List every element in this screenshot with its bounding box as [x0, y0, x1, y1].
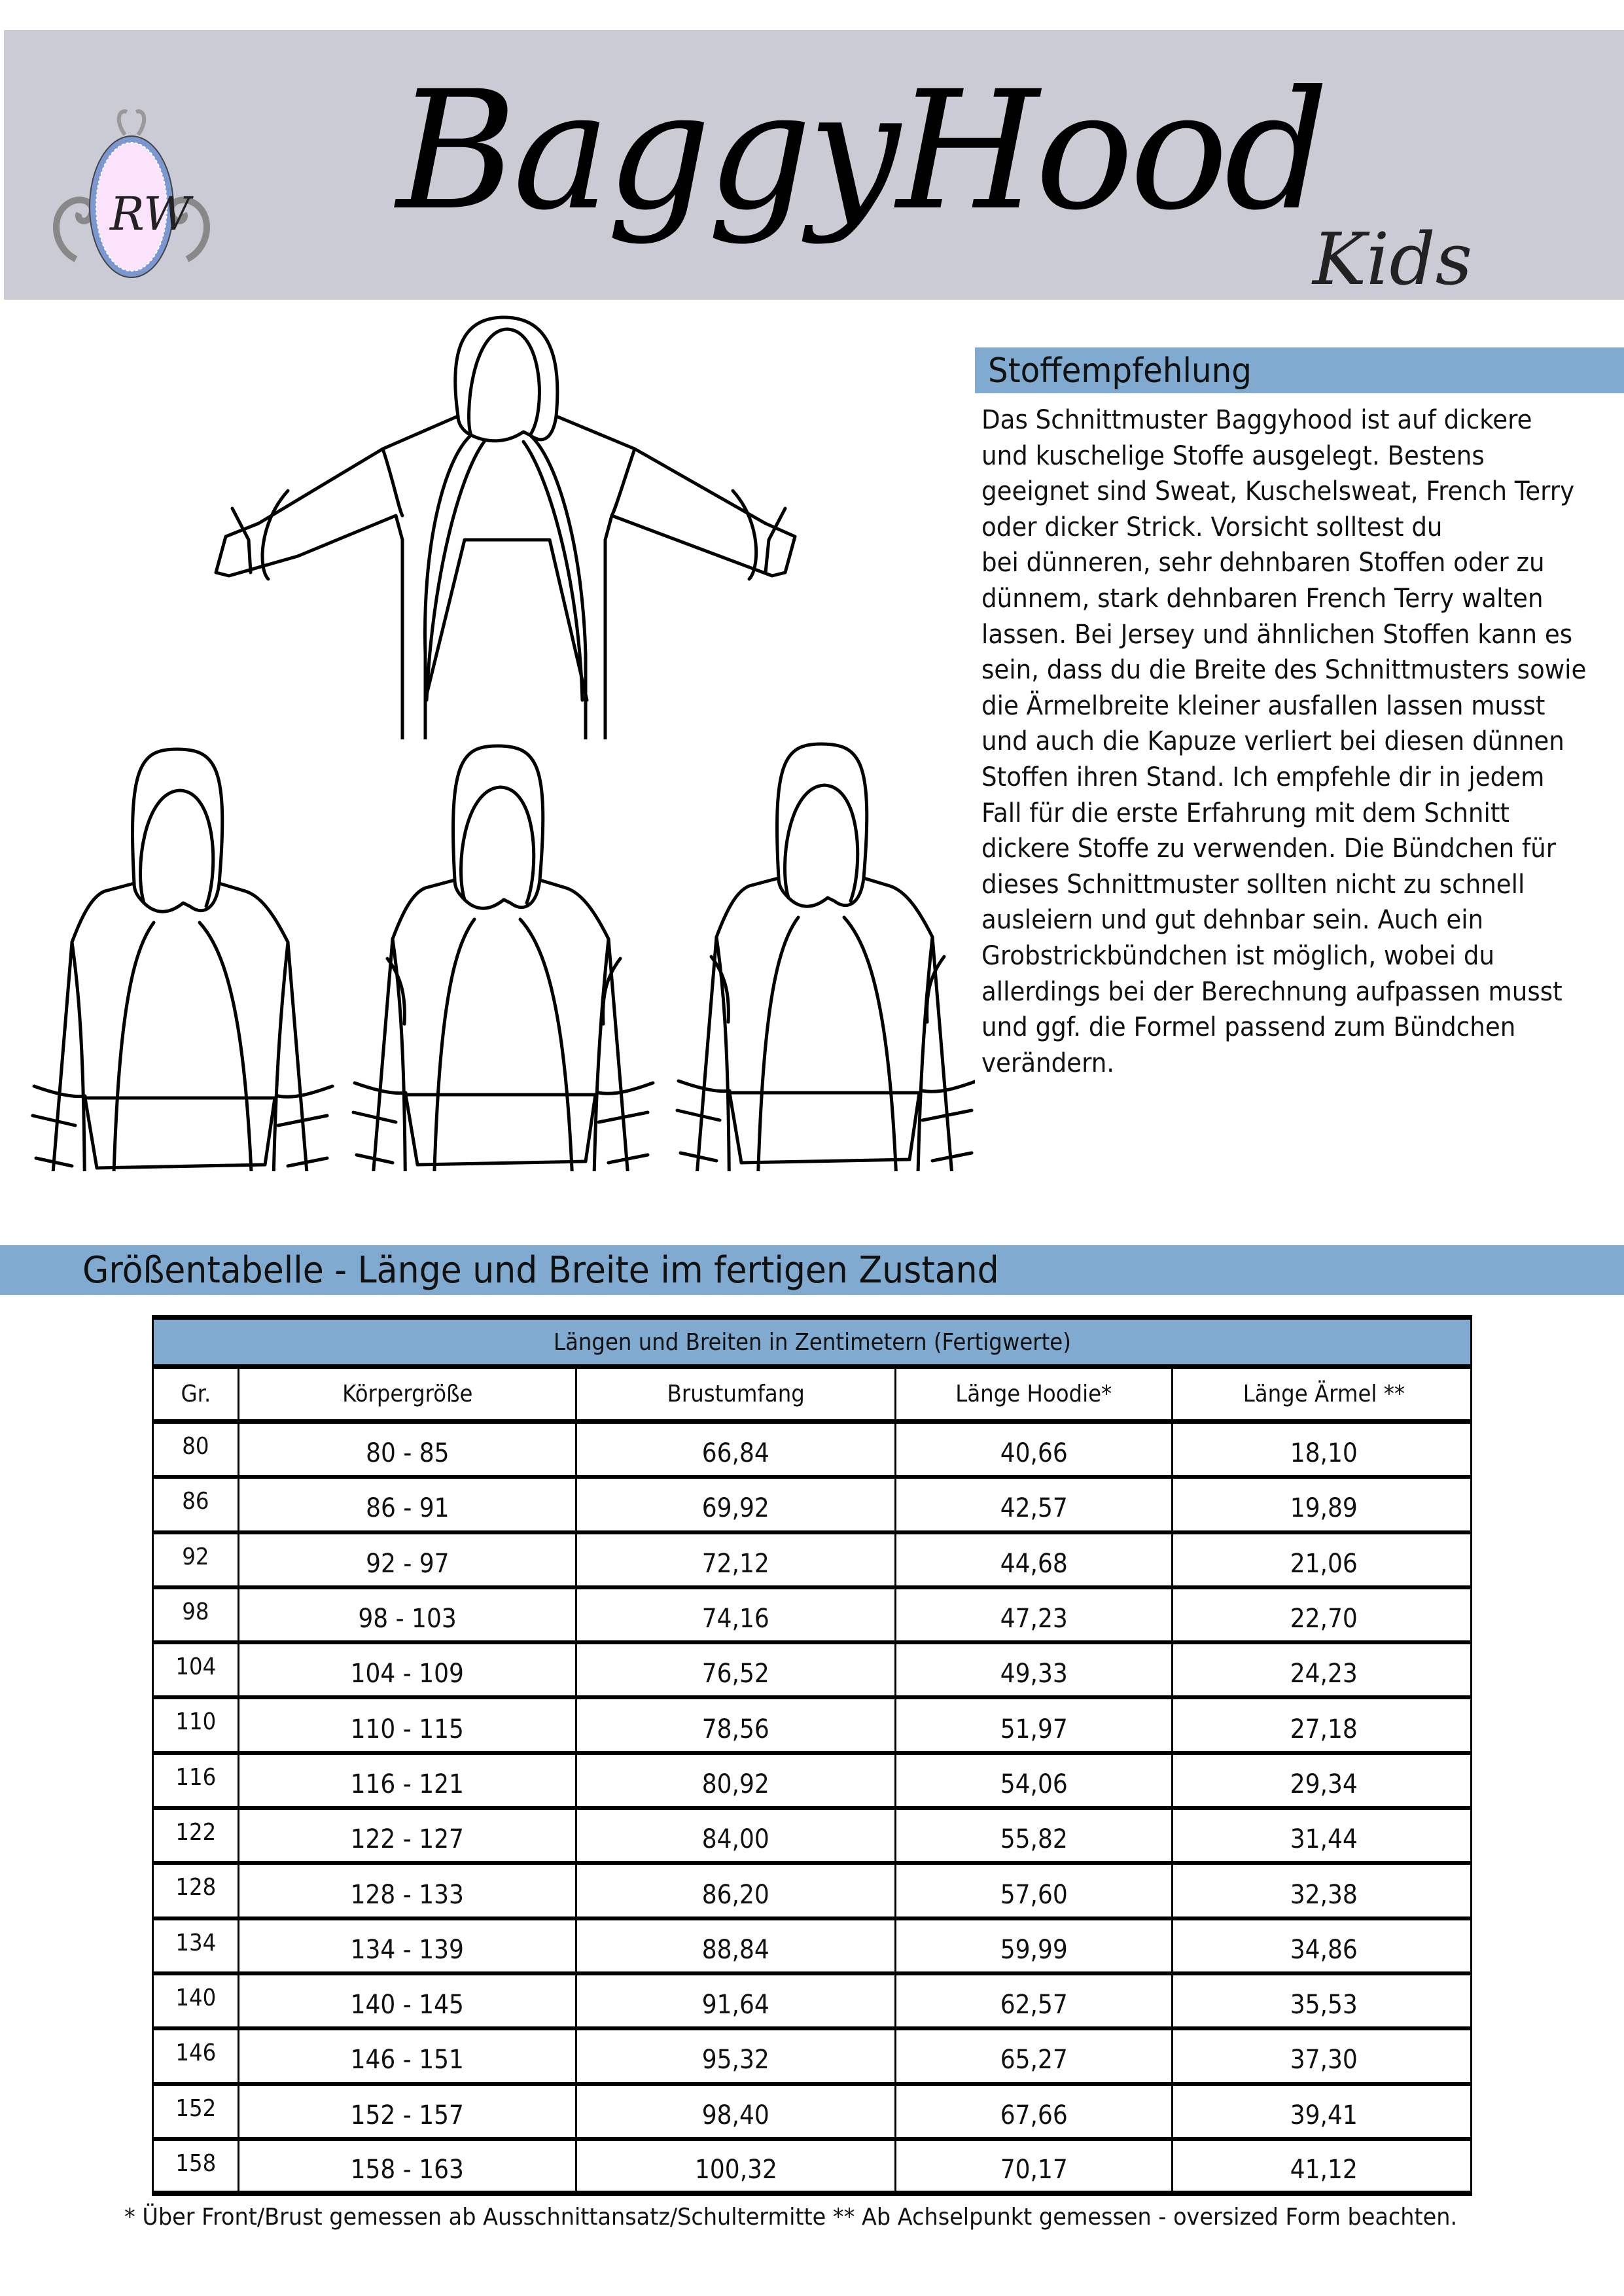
value-cell: 104 - 109 [239, 1644, 577, 1695]
product-title: BaggyHood [397, 56, 1326, 246]
size-cell: 146 [154, 2030, 239, 2081]
recommendation-line: sein, dass du die Breite des Schnittmusters sowie [981, 655, 1587, 686]
value-cell: 76,52 [577, 1644, 896, 1695]
hoodie-drawing-icon [196, 308, 877, 739]
recommendation-line: dieses Schnittmuster sollten nicht zu schnell [981, 869, 1525, 900]
recommendation-line: Stoffen ihren Stand. Ich empfehle dir in jedem [981, 762, 1545, 792]
value-cell: 62,57 [896, 1975, 1173, 2026]
value-cell: 59,99 [896, 1920, 1173, 1971]
size-cell: 140 [154, 1975, 239, 2026]
table-row [152, 1699, 1472, 1754]
value-cell: 100,32 [577, 2141, 896, 2191]
size-cell: 86 [154, 1479, 239, 1530]
table-row [152, 1810, 1472, 1865]
value-cell: 57,60 [896, 1865, 1173, 1916]
value-cell: 158 - 163 [239, 2141, 577, 2191]
recommendation-heading-bar [975, 347, 1624, 393]
logo-emblem-icon [50, 109, 213, 285]
value-cell: 54,06 [896, 1755, 1173, 1806]
value-cell: 134 - 139 [239, 1920, 577, 1971]
table-row [152, 2141, 1472, 2196]
value-cell: 66,84 [577, 1424, 896, 1475]
recommendation-line: Das Schnittmuster Baggyhood ist auf dickere [981, 405, 1532, 435]
recommendation-text [981, 402, 1610, 1081]
value-cell: 19,89 [1290, 1493, 1358, 1524]
size-table-body [152, 1424, 1472, 2196]
recommendation-line: und auch die Kapuze verliert bei diesen dünnen [981, 726, 1564, 757]
size-cell: 134 [154, 1920, 239, 1971]
value-cell: 146 - 151 [239, 2030, 577, 2081]
size-table-footnote: * Über Front/Brust gemessen ab Ausschnittansatz/Schultermitte ** Ab Achselpunkt gemessen - oversized Form beachten. [124, 2204, 1458, 2231]
hoodie-variant-elbow-patch [350, 746, 653, 1171]
value-cell: 128 - 133 [239, 1865, 577, 1916]
size-table-heading-bar [0, 1245, 1624, 1295]
svg-text:RW: RW [110, 187, 191, 241]
value-cell: 44,68 [896, 1534, 1173, 1585]
value-cell: 80 - 85 [239, 1424, 577, 1475]
value-cell: 95,32 [577, 2030, 896, 2081]
value-cell: 116 - 121 [239, 1755, 577, 1806]
value-cell: 88,84 [577, 1920, 896, 1971]
value-cell: 98,40 [577, 2086, 896, 2137]
value-cell: 86 - 91 [239, 1479, 577, 1530]
table-row [152, 1865, 1472, 1920]
table-row [152, 1424, 1472, 1479]
value-cell: 72,12 [577, 1534, 896, 1585]
table-row [152, 1920, 1472, 1975]
recommendation-line: Fall für die erste Erfahrung mit dem Schnitt [981, 798, 1510, 828]
table-row [152, 1479, 1472, 1534]
column-header: Gr. [154, 1369, 239, 1419]
value-cell: 92 - 97 [239, 1534, 577, 1585]
value-cell: 74,16 [577, 1589, 896, 1640]
recommendation-line: verändern. [981, 1048, 1115, 1078]
value-cell: 27,18 [1290, 1714, 1358, 1744]
recommendation-line: die Ärmelbreite kleiner ausfallen lassen musst [981, 690, 1545, 721]
value-cell: 47,23 [896, 1589, 1173, 1640]
hoodie-variant-no-pocket [674, 744, 975, 1171]
value-cell: 32,38 [1290, 1879, 1358, 1910]
value-cell: 29,34 [1290, 1769, 1358, 1799]
table-row [152, 1644, 1472, 1699]
value-cell: 65,27 [896, 2030, 1173, 2081]
hoodie-illustration-variants [20, 739, 975, 1171]
value-cell: 49,33 [896, 1644, 1173, 1695]
recommendation-line: und ggf. die Formel passend zum Bündchen [981, 1012, 1516, 1043]
column-header: Brustumfang [577, 1369, 896, 1419]
value-cell: 37,30 [1290, 2045, 1358, 2075]
value-cell: 140 - 145 [239, 1975, 577, 2026]
value-cell: 80,92 [577, 1755, 896, 1806]
size-cell: 128 [154, 1865, 239, 1916]
recommendation-line: dünnem, stark dehnbaren French Terry walten [981, 583, 1544, 614]
column-header: Länge Ärmel ** [1243, 1381, 1405, 1407]
hoodie-variants-drawing-icon [20, 739, 975, 1171]
recommendation-line: ausleiern und gut dehnbar sein. Auch ein [981, 905, 1484, 936]
recommendation-line: und kuschelige Stoffe ausgelegt. Bestens [981, 440, 1485, 471]
product-subtitle: Kids [1313, 217, 1473, 301]
size-cell: 110 [154, 1699, 239, 1750]
value-cell: 152 - 157 [239, 2086, 577, 2137]
value-cell: 18,10 [1290, 1438, 1358, 1469]
hoodie-illustration-arms-out [196, 308, 877, 739]
recommendation-line: geeignet sind Sweat, Kuschelsweat, French Terry [981, 476, 1575, 507]
table-row [152, 2086, 1472, 2141]
value-cell: 98 - 103 [239, 1589, 577, 1640]
size-cell: 152 [154, 2086, 239, 2137]
table-row [152, 1755, 1472, 1810]
size-table [152, 1315, 1472, 2196]
value-cell: 39,41 [1290, 2100, 1358, 2130]
value-cell: 84,00 [577, 1810, 896, 1861]
brand-logo [50, 109, 213, 285]
value-cell: 34,86 [1290, 1934, 1358, 1965]
recommendation-line: dickere Stoffe zu verwenden. Die Bündchen für [981, 834, 1557, 864]
recommendation-line: allerdings bei der Berechnung aufpassen musst [981, 976, 1562, 1007]
size-table-header-row [152, 1369, 1472, 1424]
size-cell: 92 [154, 1534, 239, 1585]
recommendation-heading: Stoffempfehlung [988, 351, 1252, 391]
recommendation-line: bei dünneren, sehr dehnbaren Stoffen oder zu [981, 548, 1545, 578]
value-cell: 70,17 [896, 2141, 1173, 2191]
hoodie-variant-pocket [29, 749, 332, 1171]
value-cell: 86,20 [577, 1865, 896, 1916]
size-cell: 98 [154, 1589, 239, 1640]
value-cell: 69,92 [577, 1479, 896, 1530]
recommendation-line: Grobstrickbündchen ist möglich, wobei du [981, 940, 1495, 971]
size-cell: 122 [154, 1810, 239, 1861]
value-cell: 22,70 [1290, 1604, 1358, 1634]
size-cell: 104 [154, 1644, 239, 1695]
value-cell: 41,12 [1290, 2155, 1358, 2185]
value-cell: 24,23 [1290, 1659, 1358, 1689]
size-cell: 116 [154, 1755, 239, 1806]
size-table-heading: Größentabelle - Länge und Breite im fertigen Zustand [82, 1249, 999, 1292]
table-row [152, 1534, 1472, 1589]
table-row [152, 2030, 1472, 2085]
value-cell: 40,66 [896, 1424, 1173, 1475]
header-banner [4, 30, 1624, 300]
size-table-caption: Längen und Breiten in Zentimetern (Fertigwerte) [152, 1315, 1472, 1369]
recommendation-line: oder dicker Strick. Vorsicht solltest du [981, 512, 1443, 542]
value-cell: 42,57 [896, 1479, 1173, 1530]
column-header: Körpergröße [239, 1369, 577, 1419]
value-cell: 51,97 [896, 1699, 1173, 1750]
recommendation-line: lassen. Bei Jersey und ähnlichen Stoffen kann es [981, 619, 1573, 650]
size-cell: 158 [154, 2141, 239, 2191]
value-cell: 67,66 [896, 2086, 1173, 2137]
value-cell: 91,64 [577, 1975, 896, 2026]
table-row [152, 1975, 1472, 2030]
size-cell: 80 [154, 1424, 239, 1475]
value-cell: 35,53 [1290, 1990, 1358, 2021]
value-cell: 21,06 [1290, 1548, 1358, 1579]
value-cell: 110 - 115 [239, 1699, 577, 1750]
value-cell: 55,82 [896, 1810, 1173, 1861]
value-cell: 78,56 [577, 1699, 896, 1750]
column-header: Länge Hoodie* [896, 1369, 1173, 1419]
value-cell: 31,44 [1290, 1824, 1358, 1855]
title-lettering [370, 56, 1483, 325]
value-cell: 122 - 127 [239, 1810, 577, 1861]
table-row [152, 1589, 1472, 1644]
